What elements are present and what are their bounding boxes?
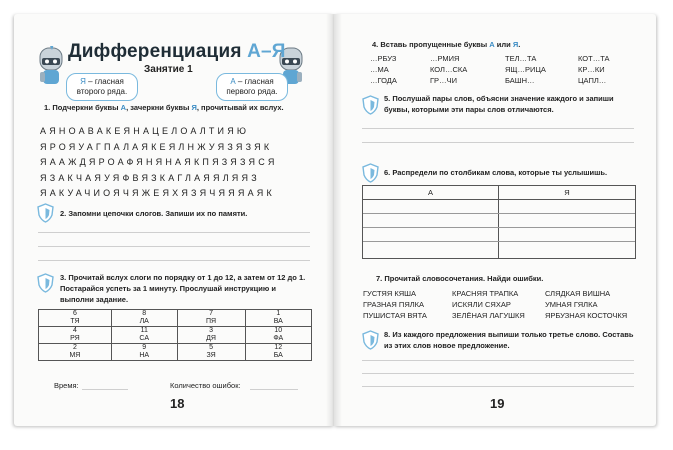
cell-number: 2 (72, 344, 77, 351)
task-text: Из каждого предложения выпиши только третье слово. Составь из этих слов новое предложение. (384, 330, 634, 350)
table-row (39, 327, 312, 344)
task-8 (384, 329, 636, 351)
task-number: 3. (60, 273, 67, 282)
table-cell (177, 344, 245, 361)
phrase: УМНАЯ ГЯЛКА (545, 300, 598, 309)
cell-number: 9 (142, 344, 147, 351)
time-field[interactable] (82, 389, 128, 390)
table-cell (39, 310, 112, 327)
letter-row: ЯРОЯУАГПАЛАЯКЕЯЛНЖУЯЗЯЗЯК (40, 141, 273, 152)
sort-table (362, 185, 636, 259)
task-text: , прочитывай их вслух. (196, 103, 284, 112)
shield-icon (362, 330, 379, 350)
writing-line[interactable] (38, 260, 310, 261)
bubble-a-letter: А (230, 77, 236, 86)
cell-number: 10 (274, 327, 283, 334)
errors-field[interactable] (250, 389, 298, 390)
table-cell (111, 344, 177, 361)
bubble-a (216, 73, 288, 101)
task-letter-ya: Я (191, 103, 197, 112)
syllable-table (38, 309, 312, 361)
cell-number: 11 (140, 327, 148, 334)
task-2 (60, 208, 310, 219)
cell-number: 6 (72, 310, 77, 317)
task-1 (44, 102, 306, 113)
task-number: 2. (60, 209, 67, 218)
fill-word: …РМИЯ (430, 54, 460, 63)
writing-line[interactable] (362, 360, 634, 361)
writing-line[interactable] (362, 128, 634, 129)
task-number: 5. (384, 94, 391, 103)
cell-syllable: ЛА (139, 318, 149, 325)
phrase: ГРАЗНАЯ ПЯЛКА (363, 300, 425, 309)
table-cell (245, 327, 311, 344)
task-text: Прочитай вслух слоги по порядку от 1 до 12, а затем от 12 до 1. Постарайся успеть за 1 минуту. Прослушай инструкцию и выполни задание. (60, 273, 306, 304)
book-spine (326, 14, 342, 426)
table-row (39, 344, 312, 361)
cell-syllable: ПЯ (206, 318, 217, 325)
writing-line[interactable] (38, 246, 310, 247)
task-text: Прочитай словосочетания. Найди ошибки. (384, 274, 544, 283)
cell-syllable: НА (139, 352, 150, 359)
table-cell (111, 310, 177, 327)
bubble-ya (66, 73, 138, 101)
shield-icon (362, 95, 379, 115)
cell-syllable: СА (139, 335, 149, 342)
fill-word: КОЛ…СКА (430, 65, 468, 74)
fill-word: …РБУЗ (370, 54, 397, 63)
cell-number: 4 (72, 327, 77, 334)
bubble-a-text: – гласная (237, 77, 274, 86)
cell-number: 3 (209, 327, 214, 334)
task-text: , зачеркни буквы (126, 103, 192, 112)
task-text: Вставь пропущенные буквы (380, 40, 490, 49)
page-number: 18 (170, 396, 185, 411)
phrase: ИСКЯЛИ СЯХАР (452, 300, 511, 309)
fill-word: ЯЩ…РИЦА (505, 65, 546, 74)
fill-word: ГР…ЧИ (430, 76, 457, 85)
cell-number: 8 (142, 310, 147, 317)
task-number: 4. (372, 40, 379, 49)
time-label: Время: (54, 381, 79, 390)
table-cell (177, 327, 245, 344)
task-text: Послушай пары слов, объясни значение каждого и запиши буквы, которыми эти пары слов отличаются. (384, 94, 614, 114)
column-header-a: А (427, 188, 433, 197)
shield-icon (37, 203, 54, 223)
cell-number: 7 (209, 310, 214, 317)
cell-syllable: ТЯ (70, 318, 80, 325)
task-number: 6. (384, 168, 391, 177)
bubble-a-line2: первого ряда. (226, 87, 278, 96)
writing-line[interactable] (362, 386, 634, 387)
cell-number: 1 (276, 310, 281, 317)
fill-word: КР…КИ (578, 65, 605, 74)
table-row-line (363, 227, 635, 228)
table-row-line (363, 213, 635, 214)
task-letter-a: А (489, 40, 495, 49)
letter-row: ЯААЖДЯРОАФЯНЯНАЯКПЯЗЯЗЯСЯ (40, 157, 278, 167)
table-row (39, 310, 312, 327)
bubble-ya-letter: Я (80, 77, 86, 86)
task-text: Распредели по столбикам слова, которые ты услышишь. (392, 168, 608, 177)
phrase: КРАСНЯЯ ТРАПКА (452, 289, 519, 298)
cell-syllable: МЯ (69, 352, 81, 359)
phrase: ЗЕЛЁНАЯ ЛАГУШКЯ (452, 311, 525, 320)
table-cell (39, 344, 112, 361)
fill-word: …МА (370, 65, 389, 74)
task-5 (384, 93, 636, 115)
writing-line[interactable] (38, 232, 310, 233)
cell-number: 12 (274, 344, 283, 351)
shield-icon (37, 273, 54, 293)
cell-syllable: ВА (273, 318, 283, 325)
cell-syllable: БА (273, 352, 283, 359)
fill-word: ЦАПЛ… (578, 76, 607, 85)
table-cell (39, 327, 112, 344)
bubble-ya-text: – гласная (88, 77, 124, 86)
header-divider (363, 199, 635, 200)
column-header-ya: Я (564, 188, 570, 197)
task-text: Запомни цепочки слогов. Запиши их по памяти. (68, 209, 248, 218)
phrase: ЯРБУЗНАЯ КОСТОЧКЯ (545, 311, 628, 320)
table-cell (245, 344, 311, 361)
fill-word: …ГОДА (370, 76, 397, 85)
table-row-line (363, 241, 635, 242)
letter-row: ЯАКУАЧИОЯЧЯЖЕЯХЯЗЯЧЯЯЯАЯК (40, 188, 275, 198)
cell-syllable: ДЯ (206, 335, 216, 342)
phrase: СЛЯДКАЯ ВИШНА (545, 289, 611, 298)
task-number: 7. (376, 274, 383, 283)
task-6 (384, 167, 636, 178)
page-title (68, 41, 286, 63)
task-letter-ya: Я (512, 40, 519, 49)
writing-line[interactable] (362, 373, 634, 374)
fill-word: ТЕЛ…ТА (505, 54, 537, 63)
fill-word: КОТ…ТА (578, 54, 610, 63)
shield-icon (362, 163, 379, 183)
task-letter-a: А (120, 103, 127, 112)
phrase: ГУСТЯЯ КЯША (363, 289, 416, 298)
table-cell (245, 310, 311, 327)
phrase: ПУШИСТАЯ ВЯТА (363, 311, 427, 320)
cell-syllable: ФА (273, 335, 284, 342)
task-text: или (494, 40, 513, 49)
task-3 (60, 272, 310, 305)
task-text: Подчеркни буквы (52, 103, 121, 112)
page-number: 19 (490, 396, 505, 411)
writing-line[interactable] (362, 142, 634, 143)
fill-word: БАШН… (505, 76, 535, 85)
table-cell (111, 327, 177, 344)
letter-row: ЯЗАКЧАЯУЯФВЯЗКАГЛАЯЯЛЯЯЗ (40, 172, 260, 183)
knight-mascot-icon (36, 46, 66, 88)
page-title-accent: А–Я (247, 41, 286, 62)
task-4 (372, 39, 632, 50)
task-number: 8. (384, 330, 391, 339)
task-number: 1. (44, 103, 51, 112)
bubble-ya-line2: второго ряда. (76, 87, 128, 96)
page-title-text: Дифференциация (68, 41, 248, 62)
task-7 (376, 273, 632, 284)
task-text: . (518, 40, 521, 49)
letter-row: АЯНОАВАКЕЯНАЦЕЛОАЛТИЯЮ (40, 126, 250, 136)
letter-grid (40, 124, 310, 202)
cell-syllable: РЯ (70, 335, 80, 342)
errors-label: Количество ошибок: (170, 381, 241, 390)
table-cell (177, 310, 245, 327)
cell-number: 5 (209, 344, 214, 351)
lesson-subtitle: Занятие 1 (144, 64, 193, 75)
cell-syllable: ЗЯ (206, 352, 216, 359)
